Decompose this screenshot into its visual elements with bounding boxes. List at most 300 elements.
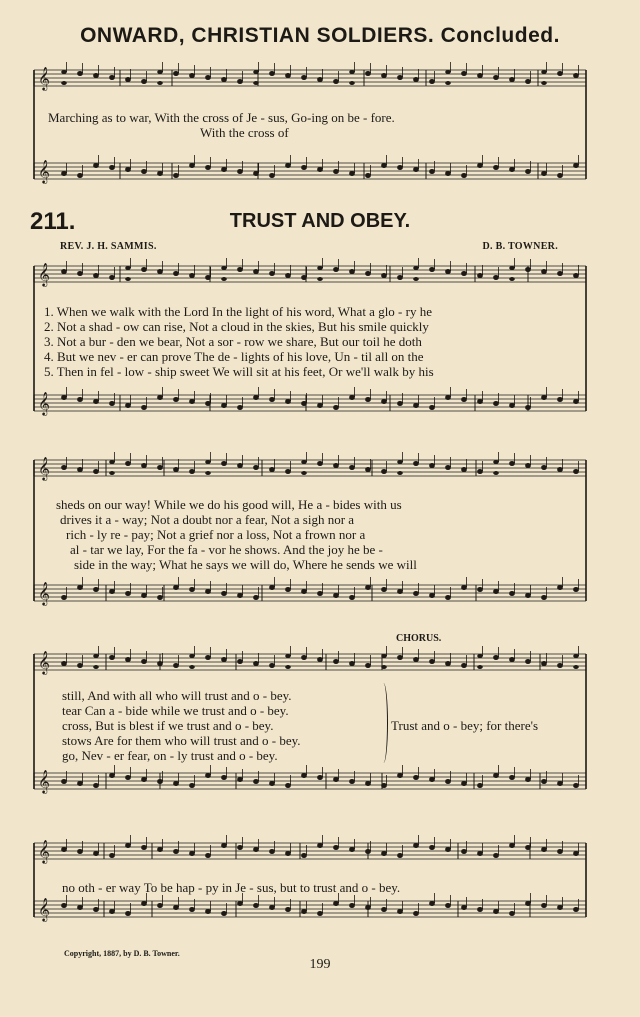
note-head bbox=[173, 468, 179, 472]
note-head bbox=[333, 902, 339, 906]
note-head bbox=[237, 80, 243, 84]
note-head bbox=[445, 172, 451, 176]
note-head bbox=[301, 774, 307, 778]
clef-icon: 𝄞 bbox=[38, 159, 50, 183]
note-head bbox=[493, 774, 499, 778]
note-head bbox=[61, 662, 67, 666]
verse-line: cross, But is blest if we trust and o - bey. bbox=[62, 718, 274, 733]
note-head bbox=[93, 274, 99, 278]
note-head bbox=[573, 784, 579, 788]
note-head bbox=[413, 168, 419, 172]
note-head bbox=[189, 852, 195, 856]
note-head bbox=[445, 904, 451, 908]
note-head bbox=[333, 406, 339, 410]
note-head bbox=[525, 268, 531, 272]
note-head bbox=[221, 776, 227, 780]
note-head bbox=[365, 906, 371, 910]
note-head bbox=[125, 592, 131, 596]
note-head bbox=[269, 468, 275, 472]
note-head bbox=[317, 844, 323, 848]
note-head bbox=[269, 398, 275, 402]
note-head bbox=[221, 168, 227, 172]
hymn-author: REV. J. H. SAMMIS. bbox=[60, 241, 157, 252]
note-head bbox=[477, 400, 483, 404]
note-head bbox=[189, 400, 195, 404]
note-head bbox=[157, 81, 163, 85]
note-head bbox=[77, 906, 83, 910]
verse-line: 3. Not a bur - den we bear, Not a sor - row we share, But our toil he doth bbox=[44, 334, 422, 349]
note-head bbox=[397, 910, 403, 914]
note-head bbox=[333, 464, 339, 468]
note-head bbox=[93, 400, 99, 404]
note-head bbox=[397, 76, 403, 80]
note-head bbox=[93, 470, 99, 474]
verse-brace bbox=[379, 683, 388, 763]
note-head bbox=[509, 592, 515, 596]
note-head bbox=[349, 662, 355, 666]
note-head bbox=[461, 272, 467, 276]
hymn-composer: D. B. TOWNER. bbox=[482, 241, 558, 252]
note-head bbox=[109, 590, 115, 594]
note-head bbox=[445, 780, 451, 784]
note-head bbox=[173, 850, 179, 854]
note-head bbox=[77, 174, 83, 178]
note-head bbox=[477, 74, 483, 78]
note-head bbox=[397, 402, 403, 406]
note-head bbox=[381, 74, 387, 78]
note-head bbox=[285, 470, 291, 474]
note-head bbox=[509, 844, 515, 848]
note-head bbox=[301, 276, 307, 280]
note-head bbox=[541, 662, 547, 666]
note-head bbox=[253, 81, 259, 85]
note-head bbox=[365, 468, 371, 472]
note-head bbox=[173, 664, 179, 668]
note-head bbox=[493, 276, 499, 280]
note-head bbox=[365, 272, 371, 276]
note-head bbox=[205, 460, 211, 464]
note-head bbox=[221, 462, 227, 466]
note-head bbox=[93, 654, 99, 658]
note-head bbox=[445, 662, 451, 666]
clef-icon: 𝄞 bbox=[38, 391, 50, 415]
note-head bbox=[269, 272, 275, 276]
note-head bbox=[253, 172, 259, 176]
note-head bbox=[205, 402, 211, 406]
note-head bbox=[157, 466, 163, 470]
clef-icon: 𝄞 bbox=[38, 839, 50, 863]
note-head bbox=[381, 852, 387, 856]
note-head bbox=[445, 596, 451, 600]
note-head bbox=[157, 848, 163, 852]
note-head bbox=[413, 277, 419, 281]
clef-icon: 𝄞 bbox=[38, 897, 50, 921]
note-head bbox=[509, 776, 515, 780]
note-head bbox=[253, 70, 259, 74]
note-head bbox=[285, 74, 291, 78]
note-head bbox=[93, 908, 99, 912]
note-head bbox=[221, 592, 227, 596]
note-head bbox=[381, 470, 387, 474]
note-head bbox=[157, 70, 163, 74]
note-head bbox=[109, 460, 115, 464]
note-head bbox=[365, 586, 371, 590]
note-head bbox=[317, 776, 323, 780]
note-head bbox=[253, 396, 259, 400]
note-head bbox=[413, 404, 419, 408]
note-head bbox=[557, 782, 563, 786]
note-head bbox=[253, 662, 259, 666]
top-hymn-lyric-2: With the cross of bbox=[200, 125, 289, 140]
note-head bbox=[381, 665, 387, 669]
note-head bbox=[349, 270, 355, 274]
note-head bbox=[493, 590, 499, 594]
note-head bbox=[429, 902, 435, 906]
note-head bbox=[349, 848, 355, 852]
note-head bbox=[125, 266, 131, 270]
note-head bbox=[253, 780, 259, 784]
note-head bbox=[221, 404, 227, 408]
note-head bbox=[365, 782, 371, 786]
note-head bbox=[205, 166, 211, 170]
note-head bbox=[429, 268, 435, 272]
note-head bbox=[93, 588, 99, 592]
note-head bbox=[221, 266, 227, 270]
note-head bbox=[221, 912, 227, 916]
note-head bbox=[285, 400, 291, 404]
note-head bbox=[429, 80, 435, 84]
note-head bbox=[189, 588, 195, 592]
note-head bbox=[285, 908, 291, 912]
note-head bbox=[93, 74, 99, 78]
note-head bbox=[477, 274, 483, 278]
hymn-number: 211. bbox=[30, 208, 76, 235]
note-head bbox=[333, 268, 339, 272]
clef-icon: 𝄞 bbox=[38, 66, 50, 90]
note-head bbox=[317, 912, 323, 916]
note-head bbox=[413, 592, 419, 596]
note-head bbox=[77, 586, 83, 590]
note-head bbox=[541, 81, 547, 85]
note-head bbox=[205, 854, 211, 858]
note-head bbox=[445, 396, 451, 400]
note-head bbox=[125, 277, 131, 281]
note-head bbox=[205, 656, 211, 660]
note-head bbox=[333, 660, 339, 664]
note-head bbox=[173, 174, 179, 178]
note-head bbox=[141, 464, 147, 468]
note-head bbox=[189, 74, 195, 78]
note-head bbox=[525, 464, 531, 468]
note-head bbox=[573, 908, 579, 912]
chorus-label: CHORUS. bbox=[396, 633, 442, 644]
verse-line: side in the way; What he says we will do, Where he sends we will bbox=[74, 557, 417, 572]
note-head bbox=[301, 76, 307, 80]
note-head bbox=[349, 172, 355, 176]
note-head bbox=[125, 844, 131, 848]
note-head bbox=[557, 72, 563, 76]
note-head bbox=[237, 778, 243, 782]
note-head bbox=[413, 78, 419, 82]
note-head bbox=[61, 172, 67, 176]
note-head bbox=[445, 466, 451, 470]
note-head bbox=[61, 70, 67, 74]
note-head bbox=[573, 665, 579, 669]
note-head bbox=[381, 588, 387, 592]
note-head bbox=[93, 784, 99, 788]
note-head bbox=[429, 660, 435, 664]
note-head bbox=[381, 908, 387, 912]
note-head bbox=[413, 462, 419, 466]
note-head bbox=[493, 471, 499, 475]
note-head bbox=[397, 460, 403, 464]
note-head bbox=[253, 904, 259, 908]
note-head bbox=[573, 588, 579, 592]
note-head bbox=[557, 586, 563, 590]
note-head bbox=[493, 854, 499, 858]
note-head bbox=[141, 406, 147, 410]
note-head bbox=[557, 272, 563, 276]
note-head bbox=[509, 658, 515, 662]
note-head bbox=[125, 78, 131, 82]
note-head bbox=[189, 164, 195, 168]
note-head bbox=[77, 398, 83, 402]
note-head bbox=[237, 902, 243, 906]
verse-line: 1. When we walk with the Lord In the light of his word, What a glo - ry he bbox=[44, 304, 432, 319]
note-head bbox=[397, 471, 403, 475]
note-head bbox=[381, 164, 387, 168]
note-head bbox=[205, 774, 211, 778]
note-head bbox=[413, 844, 419, 848]
note-head bbox=[237, 594, 243, 598]
note-head bbox=[397, 276, 403, 280]
note-head bbox=[221, 78, 227, 82]
note-head bbox=[477, 665, 483, 669]
verse-line: drives it a - way; Not a doubt nor a fear, Not a sigh nor a bbox=[60, 512, 355, 527]
note-head bbox=[429, 778, 435, 782]
note-head bbox=[189, 274, 195, 278]
note-head bbox=[541, 172, 547, 176]
note-head bbox=[365, 664, 371, 668]
note-head bbox=[541, 596, 547, 600]
note-head bbox=[461, 850, 467, 854]
note-head bbox=[221, 277, 227, 281]
note-head bbox=[141, 846, 147, 850]
note-head bbox=[381, 654, 387, 658]
note-head bbox=[237, 406, 243, 410]
note-head bbox=[397, 166, 403, 170]
note-head bbox=[157, 904, 163, 908]
note-head bbox=[173, 586, 179, 590]
note-head bbox=[429, 594, 435, 598]
note-head bbox=[61, 904, 67, 908]
note-head bbox=[445, 81, 451, 85]
note-head bbox=[317, 404, 323, 408]
note-head bbox=[285, 852, 291, 856]
note-head bbox=[477, 470, 483, 474]
note-head bbox=[333, 778, 339, 782]
note-head bbox=[541, 70, 547, 74]
note-head bbox=[173, 272, 179, 276]
note-head bbox=[205, 910, 211, 914]
note-head bbox=[445, 70, 451, 74]
note-head bbox=[157, 662, 163, 666]
note-head bbox=[157, 172, 163, 176]
note-head bbox=[285, 274, 291, 278]
note-head bbox=[93, 164, 99, 168]
note-head bbox=[365, 398, 371, 402]
note-head bbox=[61, 466, 67, 470]
note-head bbox=[189, 654, 195, 658]
clef-icon: 𝄞 bbox=[38, 769, 50, 793]
note-head bbox=[61, 780, 67, 784]
note-head bbox=[333, 80, 339, 84]
verse-line: go, Nev - er fear, on - ly trust and o - bey. bbox=[62, 748, 278, 763]
note-head bbox=[461, 664, 467, 668]
note-head bbox=[461, 586, 467, 590]
note-head bbox=[77, 850, 83, 854]
note-head bbox=[317, 658, 323, 662]
note-head bbox=[525, 778, 531, 782]
note-head bbox=[269, 586, 275, 590]
note-head bbox=[109, 910, 115, 914]
note-head bbox=[509, 266, 515, 270]
note-head bbox=[573, 400, 579, 404]
verse-line: 5. Then in fel - low - ship sweet We will sit at his feet, Or we'll walk by his bbox=[44, 364, 434, 379]
note-head bbox=[109, 854, 115, 858]
note-head bbox=[573, 470, 579, 474]
note-head bbox=[269, 72, 275, 76]
note-head bbox=[477, 852, 483, 856]
note-head bbox=[285, 588, 291, 592]
note-head bbox=[125, 658, 131, 662]
note-head bbox=[109, 774, 115, 778]
note-head bbox=[541, 466, 547, 470]
note-head bbox=[541, 396, 547, 400]
note-head bbox=[573, 164, 579, 168]
note-head bbox=[189, 665, 195, 669]
note-head bbox=[237, 846, 243, 850]
note-head bbox=[125, 462, 131, 466]
note-head bbox=[573, 274, 579, 278]
note-head bbox=[333, 846, 339, 850]
note-head bbox=[61, 848, 67, 852]
note-head bbox=[525, 80, 531, 84]
note-head bbox=[525, 594, 531, 598]
note-head bbox=[573, 852, 579, 856]
note-head bbox=[301, 590, 307, 594]
note-head bbox=[477, 654, 483, 658]
note-head bbox=[221, 658, 227, 662]
verse-line: sheds on our way! While we do his good will, He a - bides with us bbox=[56, 497, 402, 512]
verse-line: still, And with all who will trust and o - bey. bbox=[62, 688, 292, 703]
note-head bbox=[381, 274, 387, 278]
note-head bbox=[573, 74, 579, 78]
note-head bbox=[461, 174, 467, 178]
note-head bbox=[301, 460, 307, 464]
note-head bbox=[269, 906, 275, 910]
note-head bbox=[317, 462, 323, 466]
note-head bbox=[77, 782, 83, 786]
note-head bbox=[237, 170, 243, 174]
note-head bbox=[381, 400, 387, 404]
copyright-notice: Copyright, 1887, by D. B. Towner. bbox=[64, 949, 180, 958]
note-head bbox=[477, 588, 483, 592]
note-head bbox=[61, 270, 67, 274]
note-head bbox=[413, 776, 419, 780]
clef-icon: 𝄞 bbox=[38, 456, 50, 480]
note-head bbox=[333, 594, 339, 598]
clef-icon: 𝄞 bbox=[38, 262, 50, 286]
note-head bbox=[509, 168, 515, 172]
note-head bbox=[125, 912, 131, 916]
note-head bbox=[173, 72, 179, 76]
note-head bbox=[237, 660, 243, 664]
note-head bbox=[93, 852, 99, 856]
note-head bbox=[525, 170, 531, 174]
note-head bbox=[477, 784, 483, 788]
note-head bbox=[541, 904, 547, 908]
note-head bbox=[237, 268, 243, 272]
note-head bbox=[557, 850, 563, 854]
note-head bbox=[173, 398, 179, 402]
note-head bbox=[253, 270, 259, 274]
note-head bbox=[109, 76, 115, 80]
note-head bbox=[413, 912, 419, 916]
note-head bbox=[189, 470, 195, 474]
note-head bbox=[477, 164, 483, 168]
hymn-title: TRUST AND OBEY. bbox=[229, 210, 411, 232]
note-head bbox=[317, 168, 323, 172]
note-head bbox=[141, 902, 147, 906]
note-head bbox=[509, 912, 515, 916]
note-head bbox=[77, 468, 83, 472]
note-head bbox=[285, 654, 291, 658]
note-head bbox=[253, 596, 259, 600]
note-head bbox=[365, 850, 371, 854]
note-head bbox=[109, 656, 115, 660]
note-head bbox=[349, 396, 355, 400]
note-head bbox=[557, 174, 563, 178]
note-head bbox=[397, 656, 403, 660]
note-head bbox=[349, 780, 355, 784]
note-head bbox=[253, 466, 259, 470]
note-head bbox=[557, 664, 563, 668]
note-head bbox=[461, 468, 467, 472]
note-head bbox=[301, 910, 307, 914]
note-head bbox=[285, 164, 291, 168]
clef-icon: 𝄞 bbox=[38, 650, 50, 674]
note-head bbox=[301, 656, 307, 660]
note-head bbox=[77, 72, 83, 76]
note-head bbox=[61, 81, 67, 85]
note-head bbox=[461, 72, 467, 76]
note-head bbox=[301, 854, 307, 858]
note-head bbox=[525, 406, 531, 410]
note-head bbox=[109, 471, 115, 475]
note-head bbox=[141, 80, 147, 84]
note-head bbox=[157, 396, 163, 400]
top-hymn-lyric-1: Marching as to war, With the cross of Je - sus, Go-ing on be - fore. bbox=[48, 110, 395, 125]
note-head bbox=[141, 660, 147, 664]
note-head bbox=[349, 596, 355, 600]
note-head bbox=[429, 170, 435, 174]
note-head bbox=[445, 270, 451, 274]
note-head bbox=[349, 904, 355, 908]
clef-icon: 𝄞 bbox=[38, 581, 50, 605]
note-head bbox=[493, 656, 499, 660]
note-head bbox=[461, 782, 467, 786]
